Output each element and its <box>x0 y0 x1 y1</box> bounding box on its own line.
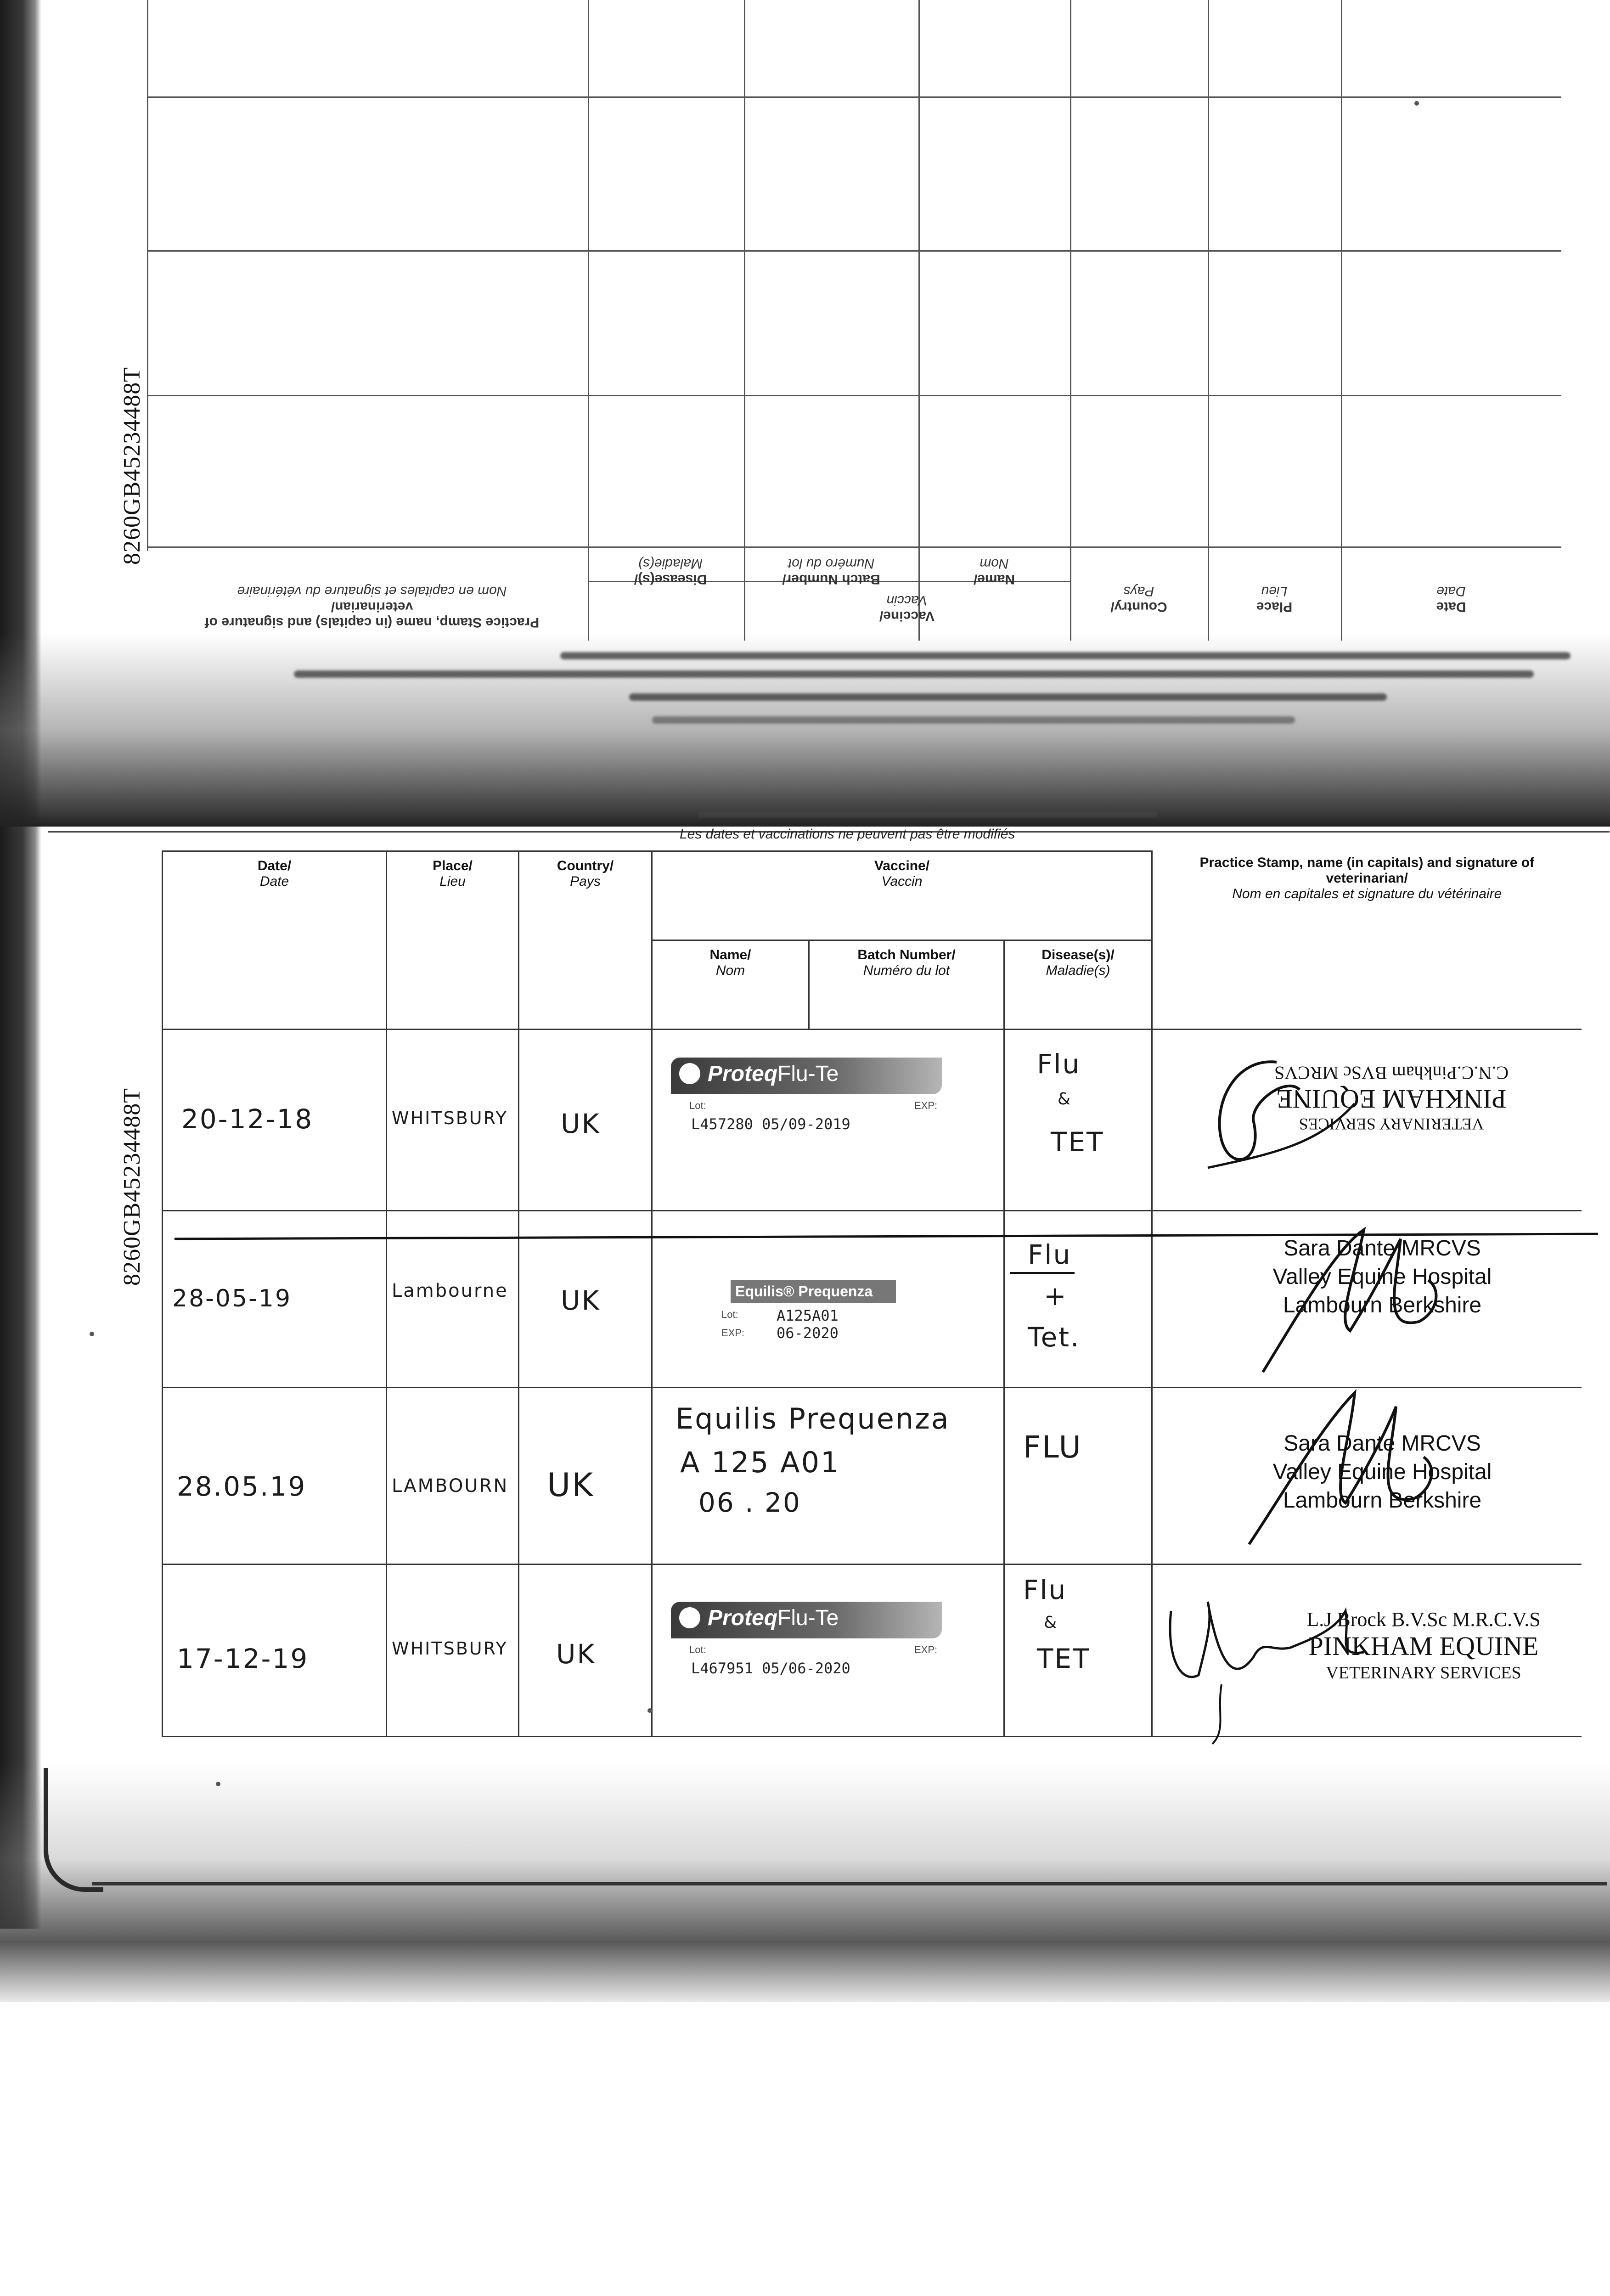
signature <box>1180 1048 1373 1186</box>
upper-header-name-en: Name/ <box>973 572 1015 587</box>
upper-row-line <box>147 250 1561 252</box>
upper-header-country-en: Country/ <box>1110 599 1167 614</box>
upper-header-name-fr: Nom <box>980 556 1009 571</box>
scan-speck <box>216 1782 220 1786</box>
upper-header-stamp-fr: Nom en capitales et signature du vétérinaire <box>237 584 507 599</box>
upper-row-line <box>147 546 1561 548</box>
upper-header-batch-en: Batch Number/ <box>782 572 880 587</box>
header-country <box>519 851 652 1030</box>
strikethrough-line <box>1010 1272 1075 1274</box>
upper-col-line <box>1208 0 1209 641</box>
upper-header-country-fr: Pays <box>1123 584 1154 599</box>
place-cell <box>387 1029 519 1210</box>
date-value: 20-12-18 <box>181 1103 314 1135</box>
stamp-line: Sara Dante MRCVS <box>1283 1236 1481 1261</box>
vaccination-caption: Les dates et vaccinations ne peuvent pas être modifiés <box>680 827 1015 842</box>
batch-handwritten: A 125 A01 <box>680 1445 840 1479</box>
smeared-text <box>629 693 1387 701</box>
country-cell <box>519 1564 652 1736</box>
sticker-brand-sub: Flu-Te <box>777 1061 839 1086</box>
vaccine-name-handwritten: Equilis Prequenza <box>676 1401 950 1435</box>
stamp-line: Lambourn Berkshire <box>1283 1488 1482 1513</box>
table-row <box>163 1564 1582 1736</box>
vaccine-sticker <box>671 1058 942 1145</box>
upper-row-line <box>147 395 1561 396</box>
upper-header-disease <box>606 556 735 587</box>
place-cell <box>387 1387 519 1564</box>
date-cell <box>163 1564 387 1736</box>
stamp-line: PINKHAM EQUINE <box>1308 1631 1539 1661</box>
upper-col-line <box>918 0 920 641</box>
place-value: Lambourne <box>392 1280 508 1301</box>
page-bottom-edge <box>92 1882 1607 1885</box>
date-value: 28-05-19 <box>172 1284 292 1312</box>
upper-header-stamp-en: Practice Stamp, name (in capitals) and signature of veterinarian/ <box>204 599 540 630</box>
disease-value: TET <box>1037 1643 1091 1674</box>
signature <box>1153 1583 1401 1749</box>
header-disease-en: Disease(s)/ <box>1041 947 1115 962</box>
microchip-code-bottom: 8260GB45234488T <box>119 1088 145 1286</box>
stamp-cell <box>1152 1210 1582 1387</box>
proteq-logo-icon <box>679 1063 700 1084</box>
date-value: 28.05.19 <box>177 1470 307 1502</box>
disease-value: & <box>1044 1613 1058 1632</box>
sticker-lot-number: L457280 05/09-2019 <box>691 1115 850 1133</box>
header-place-fr: Lieu <box>439 874 466 889</box>
scan-shadow-left <box>0 0 41 1929</box>
country-value: UK <box>561 1284 601 1316</box>
upper-header-vaccine-fr: Vaccin <box>886 593 928 608</box>
upper-header-date <box>1350 583 1552 614</box>
signature <box>1244 1221 1474 1386</box>
country-value: UK <box>556 1638 596 1670</box>
country-cell <box>519 1029 652 1210</box>
upper-col-line <box>147 0 148 551</box>
sticker-exp-caption: EXP: <box>914 1099 938 1111</box>
expiry-handwritten: 06 . 20 <box>698 1486 801 1518</box>
upper-header-place <box>1217 583 1332 614</box>
header-batch <box>809 940 1004 1029</box>
header-date <box>163 851 387 1030</box>
disease-cell <box>1004 1387 1152 1564</box>
place-value: LAMBOURN <box>392 1475 509 1497</box>
header-name <box>652 940 809 1029</box>
sticker-brand-name: Proteq <box>708 1061 778 1086</box>
place-cell <box>387 1564 519 1736</box>
upper-header-vaccine <box>744 592 1070 624</box>
disease-value: Flu <box>1023 1574 1067 1605</box>
sticker-brand <box>708 1605 839 1631</box>
upper-header-disease-fr: Maladie(s) <box>638 556 703 571</box>
stamp-cell <box>1152 1029 1582 1210</box>
stamp-line: Valley Equine Hospital <box>1272 1459 1492 1484</box>
sticker-brand <box>708 1061 839 1086</box>
stamp-cell <box>1152 1564 1582 1736</box>
place-value: WHITSBURY <box>392 1638 508 1659</box>
vaccine-label-cell <box>652 1564 1004 1736</box>
header-country-fr: Pays <box>570 874 601 889</box>
stamp-cell <box>1152 1387 1582 1564</box>
scan-speck <box>1414 101 1419 106</box>
signature <box>1235 1388 1465 1558</box>
date-value: 17-12-19 <box>177 1643 309 1674</box>
stamp-line: VETERINARY SERVICES <box>1326 1663 1521 1683</box>
header-stamp <box>1152 851 1582 1030</box>
header-disease <box>1004 940 1152 1029</box>
upper-inverted-table <box>147 0 1571 680</box>
country-cell <box>519 1387 652 1564</box>
header-name-fr: Nom <box>715 962 745 978</box>
smeared-text <box>560 652 1571 659</box>
upper-header-stamp <box>175 583 569 630</box>
sticker-exp-caption: EXP: <box>721 1327 745 1339</box>
header-name-en: Name/ <box>709 947 751 962</box>
table-row <box>163 1029 1582 1210</box>
sticker-exp-date: 06-2020 <box>777 1324 839 1342</box>
sticker-lot-number: L467951 05/06-2020 <box>691 1659 850 1677</box>
smeared-text <box>652 716 1295 724</box>
vaccine-handwritten-cell <box>652 1387 1004 1564</box>
vaccine-label-cell <box>652 1029 1004 1210</box>
header-country-en: Country/ <box>557 858 614 873</box>
sticker-brand-sub: Flu-Te <box>777 1605 839 1630</box>
vaccine-sticker <box>671 1248 942 1342</box>
header-batch-fr: Numéro du lot <box>863 962 950 978</box>
stamp-line: VETERINARY SERVICES <box>1299 1114 1484 1133</box>
sticker-lot-caption: Lot: <box>689 1643 706 1655</box>
stamp-line: L.J.Brock B.V.Sc M.R.C.V.S <box>1306 1608 1541 1631</box>
disease-value: Flu <box>1028 1238 1072 1270</box>
upper-header-vaccine-en: Vaccine/ <box>879 608 935 624</box>
upper-header-name <box>928 556 1061 587</box>
disease-value: Tet. <box>1028 1321 1081 1353</box>
microchip-code-top: 8260GB45234488T <box>119 367 145 565</box>
header-place <box>387 851 519 1030</box>
country-value: UK <box>547 1466 595 1504</box>
sticker-exp-caption: EXP: <box>914 1643 938 1655</box>
sticker-lot-caption: Lot: <box>689 1099 706 1111</box>
header-date-en: Date/ <box>257 858 292 873</box>
vaccine-sticker <box>671 1602 942 1689</box>
stamp-line: Lambourn Berkshire <box>1283 1293 1482 1317</box>
upper-col-line <box>744 0 745 641</box>
date-cell <box>163 1387 387 1564</box>
date-cell <box>163 1029 387 1210</box>
smeared-caption-line <box>698 811 1157 817</box>
header-vaccine <box>652 851 1152 940</box>
upper-header-date-fr: Date <box>1436 584 1466 599</box>
disease-cell <box>1004 1564 1152 1736</box>
sticker-lot-caption: Lot: <box>721 1308 738 1320</box>
header-vaccine-fr: Vaccin <box>881 874 923 889</box>
smeared-text <box>294 670 1534 678</box>
vaccination-table <box>162 850 1582 1737</box>
sticker-brand-name: Proteq <box>708 1605 778 1630</box>
proteq-logo-icon <box>679 1607 700 1628</box>
page-corner <box>44 1768 103 1892</box>
header-date-fr: Date <box>259 874 289 889</box>
upper-header-place-en: Place <box>1256 599 1293 614</box>
upper-header-batch-fr: Numéro du lot <box>788 556 875 571</box>
disease-value: TET <box>1051 1126 1104 1158</box>
disease-value: + <box>1044 1280 1068 1311</box>
header-batch-en: Batch Number/ <box>857 947 956 962</box>
upper-header-batch <box>753 556 909 587</box>
disease-value: & <box>1058 1089 1072 1109</box>
scan-speck <box>90 1332 94 1336</box>
upper-col-line <box>588 0 589 641</box>
stamp-line: Valley Equine Hospital <box>1272 1264 1492 1289</box>
header-stamp-fr: Nom en capitales et signature du vétérinaire <box>1232 886 1502 901</box>
upper-col-line <box>1070 0 1071 641</box>
header-stamp-en: Practice Stamp, name (in capitals) and signature of veterinarian/ <box>1199 855 1535 886</box>
stamp-line: Sara Dante MRCVS <box>1283 1431 1481 1456</box>
country-value: UK <box>561 1108 601 1139</box>
header-place-en: Place/ <box>433 858 473 873</box>
upper-header-place-fr: Lieu <box>1261 584 1288 599</box>
upper-header-date-en: Date <box>1436 599 1466 614</box>
upper-row-line <box>147 96 1561 98</box>
disease-value: FLU <box>1023 1429 1082 1465</box>
place-value: WHITSBURY <box>392 1108 508 1128</box>
sticker-lot-number: A125A01 <box>777 1306 839 1324</box>
stamp-line: C.N.C.Pinkham BVSc MRCVS <box>1274 1062 1509 1083</box>
upper-col-line <box>1341 0 1342 641</box>
header-disease-fr: Maladie(s) <box>1046 962 1110 978</box>
scan-speck <box>647 1708 652 1713</box>
disease-value: Flu <box>1037 1048 1081 1080</box>
table-row <box>163 1387 1582 1564</box>
upper-header-disease-en: Disease(s)/ <box>634 572 707 587</box>
header-vaccine-en: Vaccine/ <box>874 858 930 873</box>
stamp-line: PINKHAM EQUINE <box>1276 1084 1507 1114</box>
sticker-brand-name: Equilis® Prequenza <box>735 1283 873 1300</box>
disease-cell <box>1004 1029 1152 1210</box>
upper-header-country <box>1079 583 1199 614</box>
